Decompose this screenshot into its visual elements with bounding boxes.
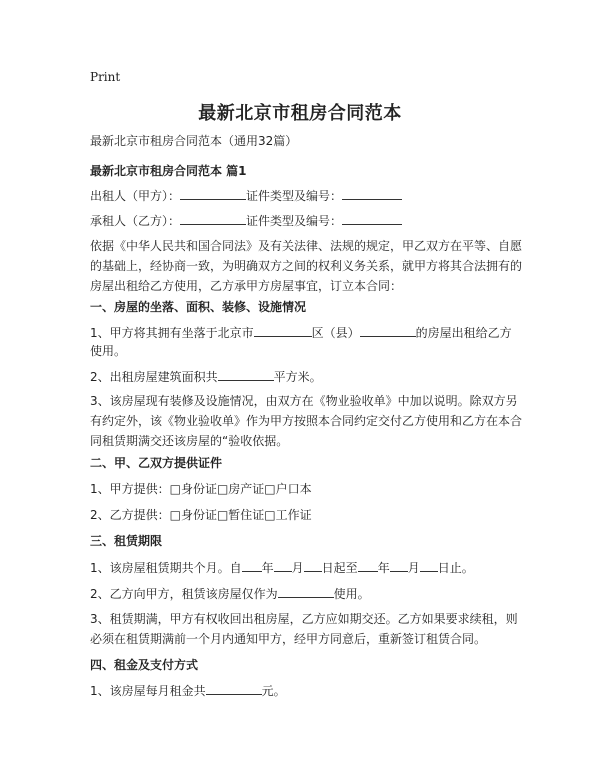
section1-item1-text: 1、甲方将其拥有坐落于北京市 — [90, 326, 254, 340]
intro-line: 依据《中华人民共和国合同法》及有关法律、法规的规定，甲乙双方在平等、自愿 — [90, 239, 523, 253]
lessor-name-blank — [180, 187, 246, 200]
print-link[interactable]: Print — [90, 70, 121, 84]
month-label: 月 — [407, 561, 420, 575]
section2-item2: 2、乙方提供：□身份证□暂住证□工作证 — [90, 508, 312, 522]
section1-heading: 一、房屋的坐落、面积、装修、设施情况 — [90, 300, 307, 314]
area-blank — [218, 368, 274, 381]
section1-item3-line: 同租赁期满交还该房屋的“验收依据。 — [90, 434, 289, 448]
section1-item3-line: 3、该房屋现有装修及设施情况，由双方在《物业验收单》中加以说明。除双方另 — [90, 394, 518, 408]
section3-item3 — [90, 609, 524, 649]
rent-unit: 元。 — [261, 684, 286, 698]
end-day-blank — [420, 559, 438, 572]
year-label: 年 — [377, 561, 390, 575]
start-month-blank — [274, 559, 292, 572]
usage-tail: 使用。 — [333, 587, 370, 601]
lessor-id-blank — [342, 187, 402, 200]
area-text: 2、出租房屋建筑面积共 — [90, 370, 218, 384]
end-month-blank — [390, 559, 408, 572]
end-year-blank — [358, 559, 378, 572]
section1-item1 — [90, 323, 512, 343]
address-blank — [360, 324, 416, 337]
intro-paragraph — [90, 236, 524, 296]
section4-item1 — [90, 681, 286, 701]
rent-blank — [206, 682, 262, 695]
usage-text: 2、乙方向甲方，租赁该房屋仅作为 — [90, 587, 278, 601]
district-blank — [254, 324, 312, 337]
usage-blank — [278, 585, 334, 598]
section3-item3-line: 3、租赁期满，甲方有权收回出租房屋，乙方应如期交还。乙方如果要求续租，则 — [90, 612, 518, 626]
article-heading: 最新北京市租房合同范本 篇1 — [90, 164, 247, 178]
lessor-label: 出租人（甲方）： — [90, 189, 181, 203]
section3-item3-line: 必须在租赁期满前一个月内通知甲方，经甲方同意后，重新签订租赁合同。 — [90, 632, 487, 646]
lessor-line — [90, 186, 402, 206]
day-from-label: 日起至 — [321, 561, 358, 575]
document-title: 最新北京市租房合同范本 — [198, 103, 402, 124]
section3-heading: 三、租赁期限 — [90, 534, 163, 548]
lessee-line — [90, 211, 402, 231]
rent-text: 1、该房屋每月租金共 — [90, 684, 206, 698]
lease-term-text: 1、该房屋租赁期共个月。自 — [90, 561, 242, 575]
section3-item2 — [90, 584, 370, 604]
year-label: 年 — [261, 561, 274, 575]
section4-heading: 四、租金及支付方式 — [90, 658, 199, 672]
section1-item2 — [90, 367, 322, 387]
section1-item3-line: 有约定外，该《物业验收单》作为甲方按照本合同约定交付乙方使用和乙方在本合 — [90, 414, 523, 428]
section3-item1 — [90, 558, 474, 578]
intro-line: 的基础上，经协商一致，为明确双方之间的权利义务关系，就甲方将其合法拥有的 — [90, 259, 523, 273]
intro-line: 房屋出租给乙方使用，乙方承甲方房屋事宜，订立本合同： — [90, 279, 403, 293]
section2-item1: 1、甲方提供：□身份证□房产证□户口本 — [90, 482, 312, 496]
month-label: 月 — [291, 561, 304, 575]
section1-item3 — [90, 391, 524, 451]
lessee-label: 承租人（乙方）： — [90, 214, 181, 228]
start-year-blank — [242, 559, 262, 572]
district-label: 区（县） — [311, 326, 360, 340]
section1-item1-tail: 的房屋出租给乙方 — [415, 326, 512, 340]
lessee-id-blank — [342, 212, 402, 225]
lessor-id-label: 证件类型及编号： — [246, 189, 343, 203]
start-day-blank — [304, 559, 322, 572]
document-subtitle: 最新北京市租房合同范本（通用32篇） — [90, 134, 298, 148]
section2-heading: 二、甲、乙双方提供证件 — [90, 456, 223, 470]
lessee-id-label: 证件类型及编号： — [246, 214, 343, 228]
lessee-name-blank — [180, 212, 246, 225]
area-unit: 平方米。 — [273, 370, 322, 384]
section1-item1-cont: 使用。 — [90, 344, 127, 358]
day-to-label: 日止。 — [437, 561, 474, 575]
